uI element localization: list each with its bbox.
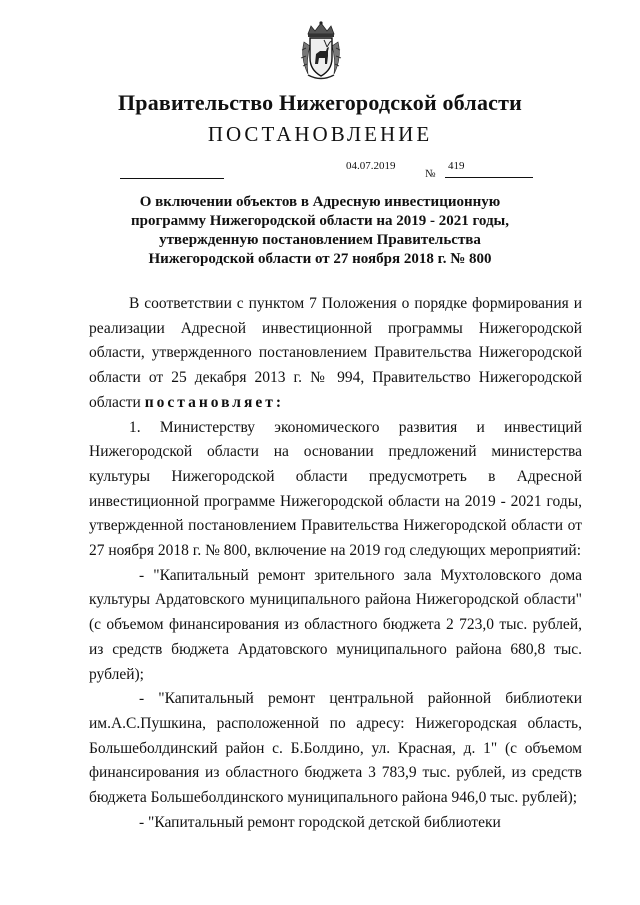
coat-of-arms-icon xyxy=(298,20,344,82)
bullet-item-2: - "Капитальный ремонт центральной районной библиотеки им.А.С.Пушкина, расположенной по адресу: Нижегородская область, Большеболдинский район с. Б.Болдино, ул. Красная, д. 1" (с объемом финансирования из областного бюджета 3 783,9 тыс. рублей, из средств бюджета Большеболдинского муниципального района 946,0 тыс. рублей); xyxy=(89,690,582,807)
item-1-paragraph: 1. Министерству экономического развития и инвестиций Нижегородской области на основании предложений министерства культуры Нижегородской области предусмотреть в Адресной инвестиционной программе Нижегородской области на 2019 - 2021 годы, утвержденной постановлением Правительства Нижегородской области от 27 ноября 2018 г. № 800, включение на 2019 год следующих мероприятий: xyxy=(89,418,582,560)
preamble-action: постановляет: xyxy=(144,393,285,411)
organization-name: Правительство Нижегородской области xyxy=(117,90,522,115)
document-date: 04.07.2019 xyxy=(346,160,396,172)
number-underline xyxy=(445,177,533,178)
preamble-paragraph xyxy=(89,292,582,416)
document-type: ПОСТАНОВЛЕНИЕ xyxy=(207,122,433,146)
number-label: № xyxy=(425,168,436,180)
preamble-text: В соответствии с пунктом 7 Положения о порядке формирования и реализации Адресной инвестиционной программы Нижегородской области, утвержденного постановлением Правительства Нижегородской области от 25 декабря 2013 г. № 994, Правительство Нижегородской области xyxy=(89,295,582,411)
bullet-item-3: - "Капитальный ремонт городской детской библиотеки xyxy=(139,813,501,831)
document-number: 419 xyxy=(448,160,465,172)
document-body xyxy=(89,292,582,835)
document-title: О включении объектов в Адресную инвестиционную программу Нижегородской области на 2019 - 2021 годы, утвержденную постановлением Правительства Нижегородской области от 27 ноября 2018 г. № 800 xyxy=(130,194,510,267)
bullet-item-1: - "Капитальный ремонт зрительного зала Мухтоловского дома культуры Ардатовского муниципального района Нижегородской области" (с объемом финансирования из областного бюджета 2 723,0 тыс. рублей, из средств бюджета Ардатовского муниципального района 680,8 тыс. рублей); xyxy=(89,566,582,683)
signature-line-left xyxy=(120,178,224,179)
